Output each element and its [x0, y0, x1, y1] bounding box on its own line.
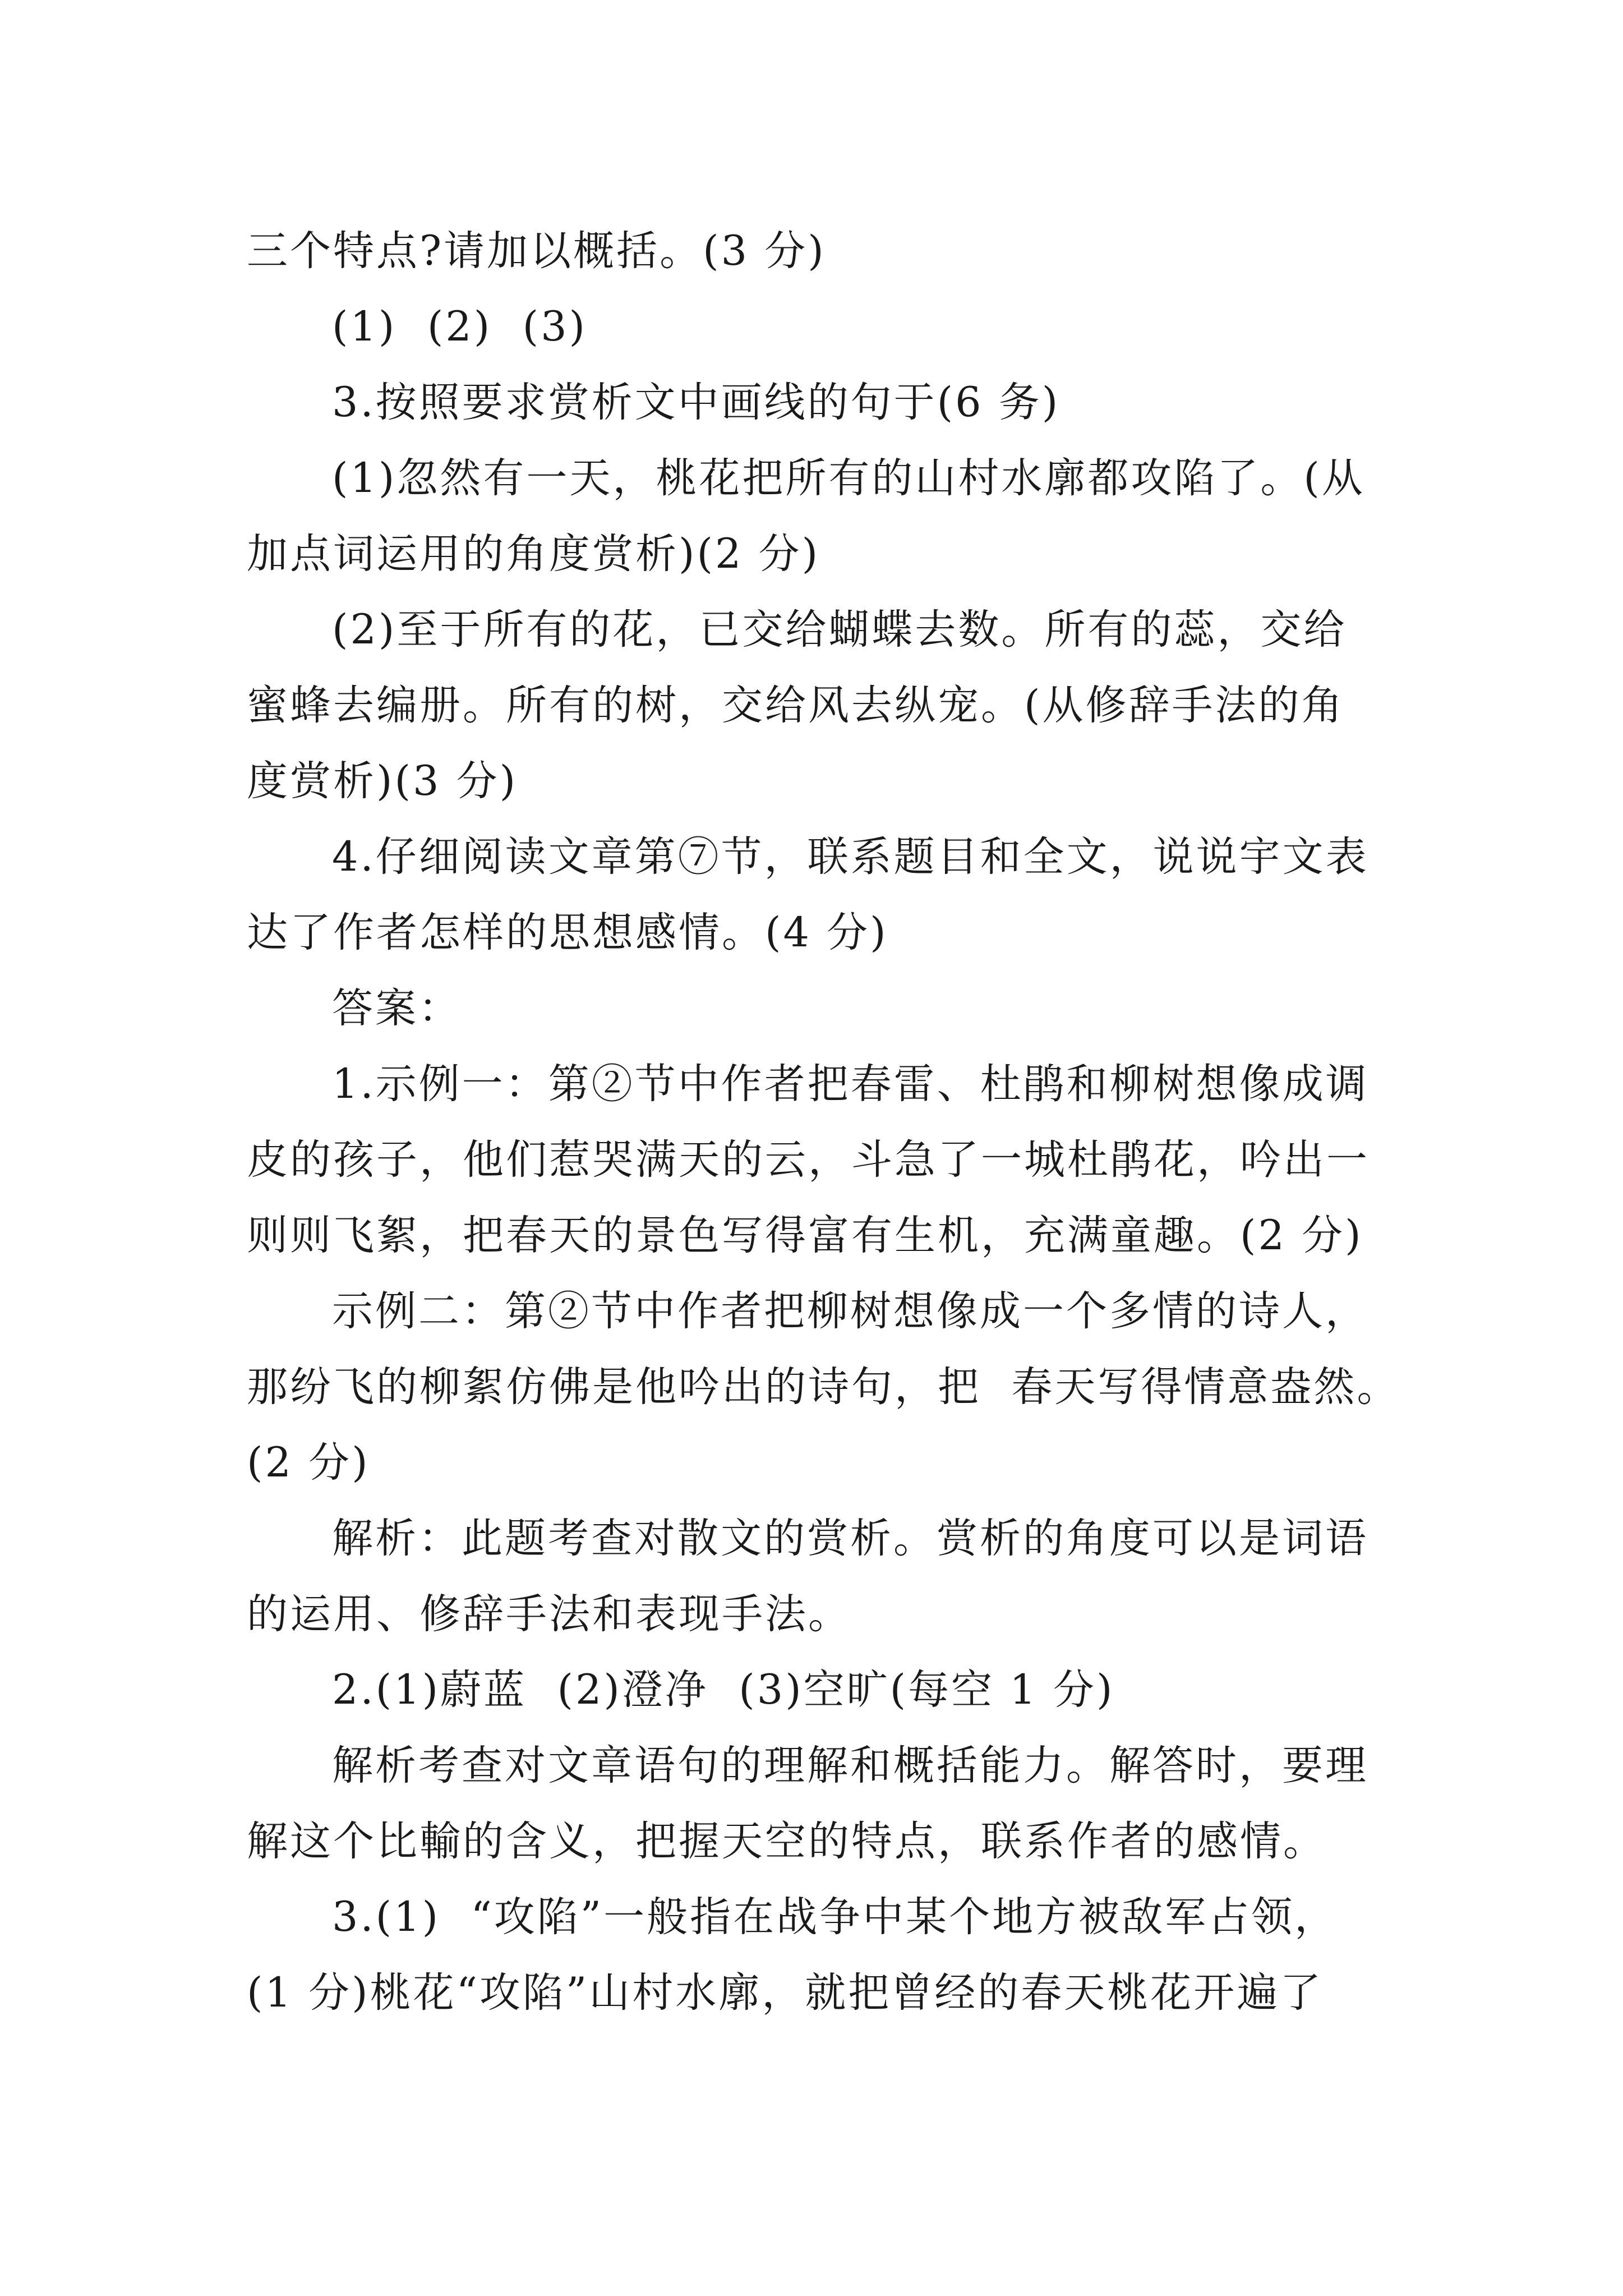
- text-line: 度赏析)(3 分): [247, 757, 518, 805]
- text-line: (2 分): [247, 1439, 370, 1487]
- text-line: 则则飞絮，把春天的景色写得富有生机，充满童趣。(2 分): [247, 1212, 1363, 1259]
- text-line: 蜜蜂去编册。所有的树，交给风去纵宠。(从修辞手法的角: [247, 682, 1345, 729]
- text-line: 三个特点?请加以概括。(3 分): [247, 227, 826, 275]
- text-line: 的运用、修辞手法和表现手法。: [247, 1590, 851, 1638]
- text-line: 2.(1)蔚蓝 (2)澄净 (3)空旷(每空 1 分): [332, 1666, 1115, 1714]
- text-line: (2)至于所有的花，已交给蝴蝶去数。所有的蕊，交给: [332, 606, 1347, 654]
- text-line: 那纷飞的柳絮仿佛是他吟出的诗句，把 春天写得情意盎然。: [247, 1363, 1400, 1411]
- text-line: 加点词运用的角度赏析)(2 分): [247, 530, 820, 578]
- question-4-heading: 4.仔细阅读文章第⑦节，联系题目和全文，说说宇文表: [332, 833, 1369, 881]
- text-line: 达了作者怎样的思想感情。(4 分): [247, 909, 888, 956]
- text-line: (1 分)桃花“攻陷”山村水廓，就把曾经的春天桃花开遍了: [247, 1969, 1324, 2017]
- text-line: 解这个比輸的含义，把握天空的特点，联系作者的感情。: [247, 1818, 1326, 1865]
- text-line: 1.示例一：第②节中作者把春雷、杜鹃和柳树想像成调: [332, 1060, 1369, 1108]
- text-line: 3.(1) “攻陷”一般指在战争中某个地方被敌军占领，: [332, 1893, 1338, 1941]
- question-3-heading: 3.按照要求赏析文中画线的句于(6 务): [332, 379, 1061, 426]
- document-body: [247, 213, 1400, 2031]
- answer-heading: 答案：: [332, 984, 462, 1032]
- text-line: 解析：此题考查对散文的赏析。赏析的角度可以是词语: [332, 1515, 1368, 1562]
- text-line: (1)忽然有一天，桃花把所有的山村水廓都攻陷了。(从: [332, 454, 1365, 502]
- text-line: 解析考查对文章语句的理解和概括能力。解答时，要理: [332, 1742, 1368, 1789]
- text-line: (1) (2) (3): [332, 303, 588, 351]
- text-line: 示例二：第②节中作者把柳树想像成一个多情的诗人，: [332, 1287, 1368, 1335]
- text-line: 皮的孩子，他们惹哭满天的云，斗急了一城杜鹃花，吟出一: [247, 1136, 1370, 1184]
